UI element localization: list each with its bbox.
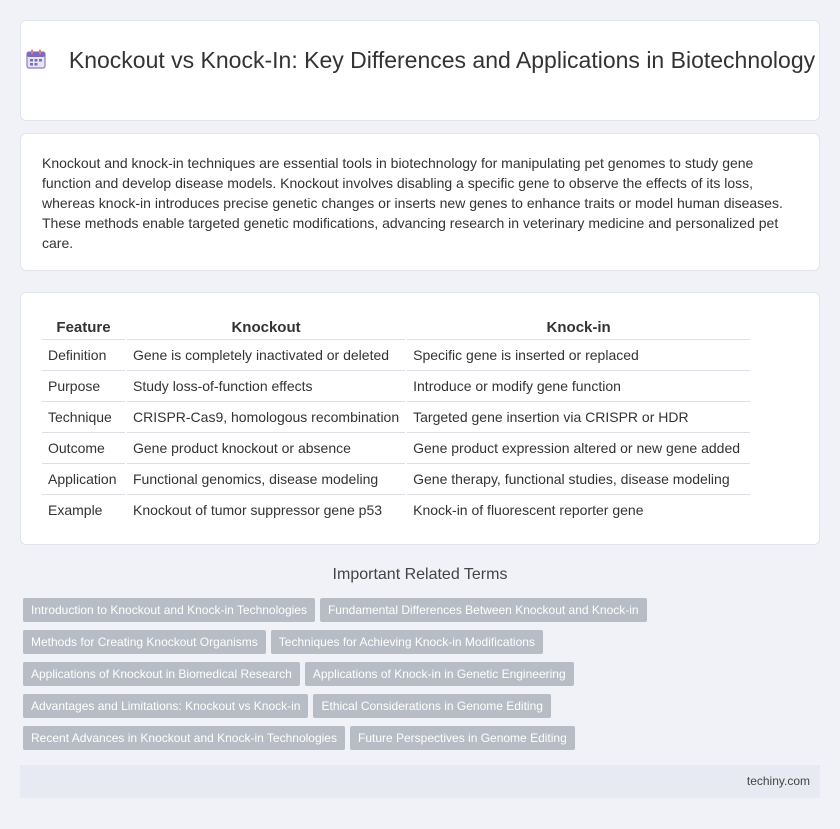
- table-row: [42, 339, 750, 370]
- table-cell-knockin: Targeted gene insertion via CRISPR or HDR: [406, 401, 750, 432]
- table-cell-feature: Definition: [42, 339, 126, 370]
- related-term-tag[interactable]: Ethical Considerations in Genome Editing: [313, 694, 550, 718]
- table-header-knockout: Knockout: [126, 312, 406, 339]
- table-row: [42, 370, 750, 401]
- intro-paragraph: Knockout and knock-in techniques are essential tools in biotechnology for manipulating pet genomes to study gene function and develop disease models. Knockout involves disabling a specific gene to observe the effects of its loss, whereas knock-in introduces precise genetic changes or inserts new genes to enhance traits or model human diseases. These methods enable targeted genetic modifications, advancing research in veterinary medicine and personalized pet care.: [42, 155, 783, 251]
- table-cell-feature: Technique: [42, 401, 126, 432]
- table-cell-knockout: Study loss-of-function effects: [126, 370, 406, 401]
- table-cell-knockout: Gene is completely inactivated or deleted: [126, 339, 406, 370]
- tag-row: [23, 694, 823, 726]
- page-title-wrap: [21, 45, 819, 75]
- related-term-tag[interactable]: Applications of Knockout in Biomedical Research: [23, 662, 300, 686]
- table-cell-feature: Application: [42, 463, 126, 494]
- tag-row: [23, 726, 823, 758]
- related-term-tag[interactable]: Applications of Knock-in in Genetic Engineering: [305, 662, 574, 686]
- related-terms-list: [23, 598, 823, 758]
- related-terms-heading: Important Related Terms: [332, 566, 508, 583]
- page-title: Knockout vs Knock-In: Key Differences and Applications in Biotechnology: [68, 47, 816, 73]
- table-header-feature: Feature: [56, 318, 111, 336]
- table-cell-knockin: Knock-in of fluorescent reporter gene: [406, 494, 750, 525]
- related-term-tag[interactable]: Methods for Creating Knockout Organisms: [23, 630, 266, 654]
- title-card: [20, 20, 820, 121]
- table-row: [42, 401, 750, 432]
- tag-row: [23, 662, 823, 694]
- tag-row: [23, 598, 823, 630]
- comparison-table: [42, 312, 750, 525]
- table-cell-knockin: Gene product expression altered or new gene added: [406, 432, 750, 463]
- table-cell-feature: Example: [42, 494, 126, 525]
- related-term-tag[interactable]: Fundamental Differences Between Knockout and Knock-in: [320, 598, 647, 622]
- table-cell-knockout: Knockout of tumor suppressor gene p53: [126, 494, 406, 525]
- footer-site-link[interactable]: techiny.com: [746, 774, 810, 788]
- table-cell-knockout: Functional genomics, disease modeling: [126, 463, 406, 494]
- table-row: [42, 494, 750, 525]
- tag-row: [23, 630, 823, 662]
- calendar-icon: [25, 48, 47, 70]
- table-row: [42, 432, 750, 463]
- table-cell-feature: Outcome: [42, 432, 126, 463]
- table-cell-feature: Purpose: [42, 370, 126, 401]
- table-cell-knockin: Introduce or modify gene function: [406, 370, 750, 401]
- related-term-tag[interactable]: Recent Advances in Knockout and Knock-in Technologies: [23, 726, 345, 750]
- table-header-row: [42, 312, 750, 339]
- related-term-tag[interactable]: Future Perspectives in Genome Editing: [350, 726, 575, 750]
- table-cell-knockin: Gene therapy, functional studies, disease modeling: [406, 463, 750, 494]
- footer: [20, 765, 820, 798]
- table-row: [42, 463, 750, 494]
- intro-card: [20, 133, 820, 271]
- table-cell-knockout: CRISPR-Cas9, homologous recombination: [126, 401, 406, 432]
- related-term-tag[interactable]: Techniques for Achieving Knock-in Modifications: [271, 630, 543, 654]
- comparison-table-card: [20, 292, 820, 545]
- related-term-tag[interactable]: Introduction to Knockout and Knock-in Technologies: [23, 598, 315, 622]
- table-cell-knockout: Gene product knockout or absence: [126, 432, 406, 463]
- table-header-knockin: Knock-in: [406, 312, 750, 339]
- related-term-tag[interactable]: Advantages and Limitations: Knockout vs Knock-in: [23, 694, 308, 718]
- table-cell-knockin: Specific gene is inserted or replaced: [406, 339, 750, 370]
